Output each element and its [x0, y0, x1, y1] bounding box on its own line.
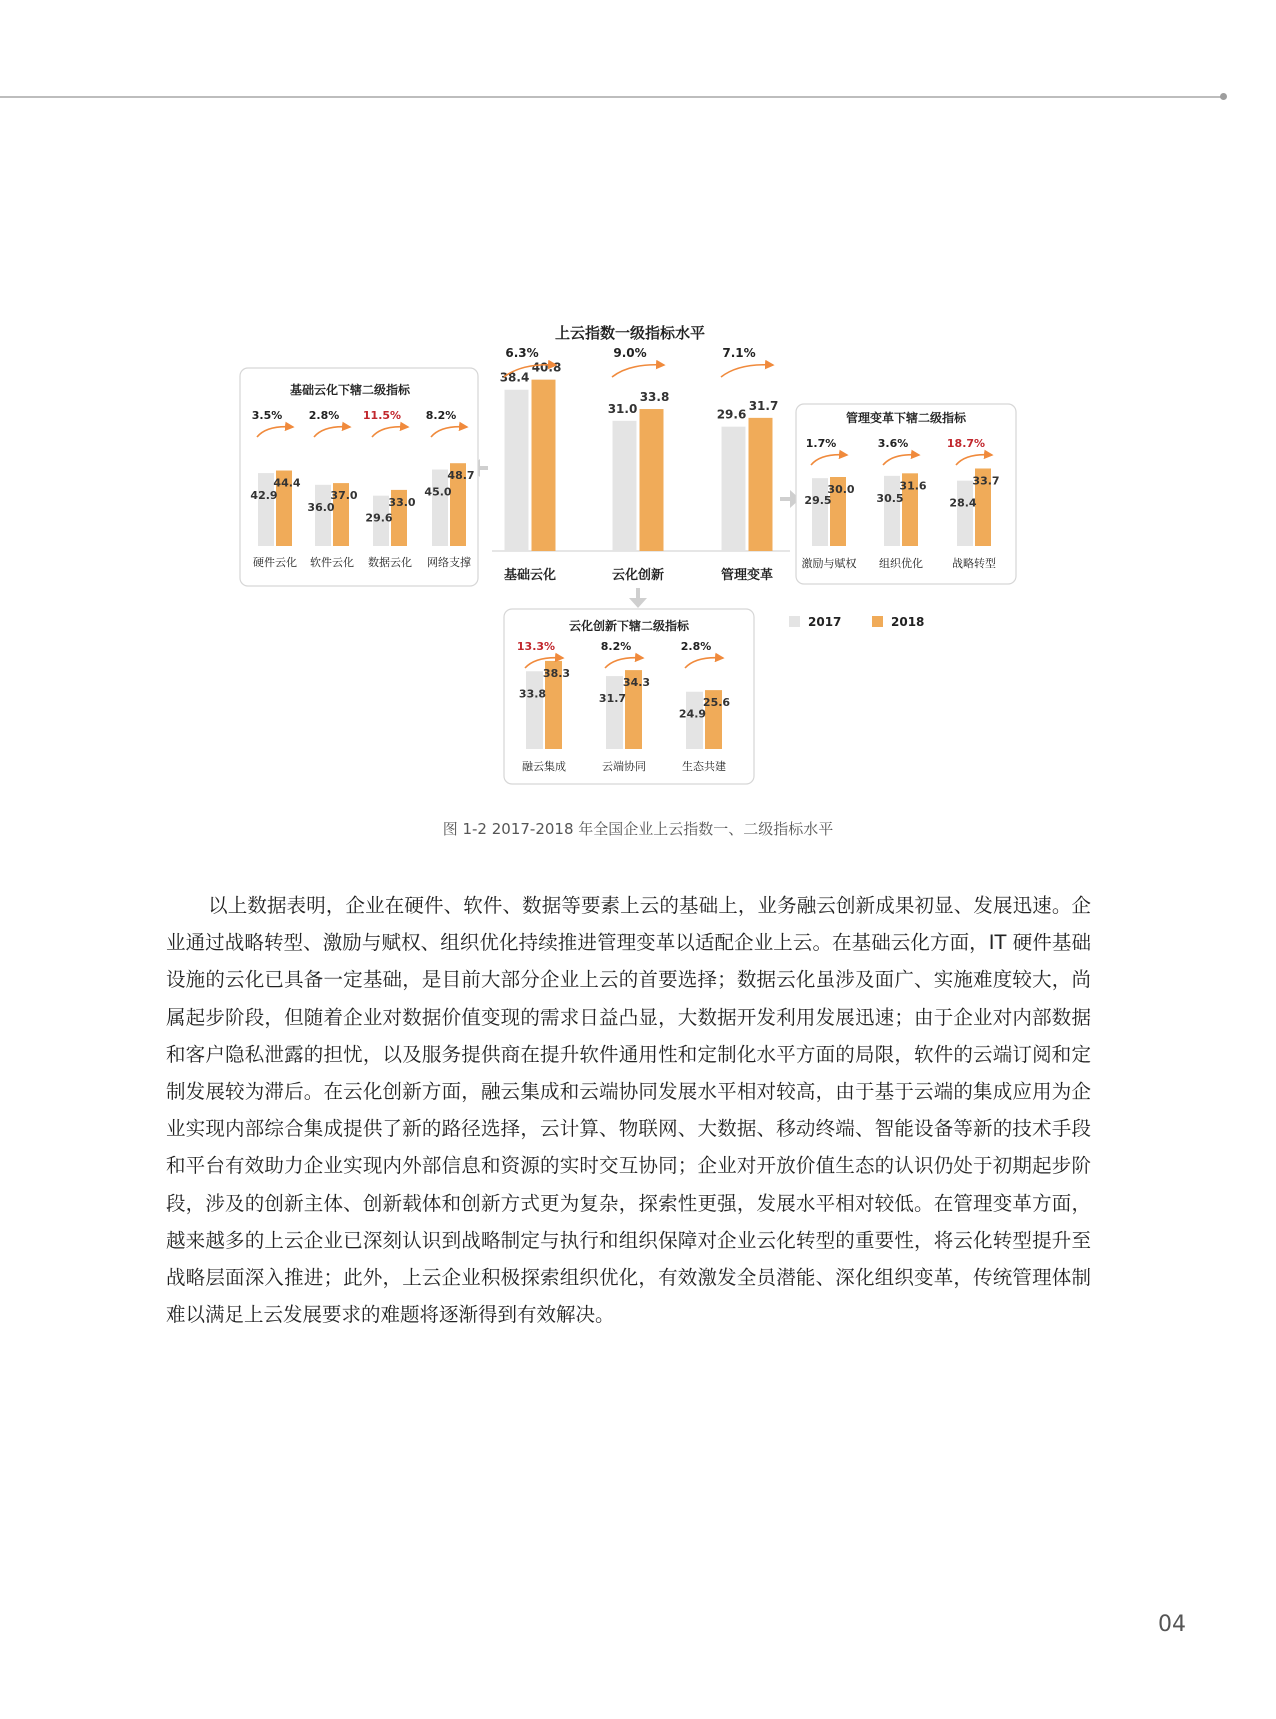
innov-category-label: 生态共建	[682, 760, 726, 773]
innov-category-label: 融云集成	[522, 760, 566, 773]
innov-growth-label: 2.8%	[680, 640, 712, 653]
basic-value-label-2017: 36.0	[307, 500, 335, 514]
basic-growth-label: 8.2%	[425, 409, 457, 422]
manage-category-label: 激励与赋权	[801, 557, 857, 570]
basic-category-label: 软件云化	[310, 556, 354, 569]
main-bar-2017	[505, 390, 529, 551]
basic-bar-2017	[315, 485, 331, 546]
manage-value-label-2018: 33.7	[972, 474, 1000, 488]
figure-caption: 图 1-2 2017-2018 年全国企业上云指数一、二级指标水平	[442, 820, 834, 838]
main-category-label: 基础云化	[503, 568, 557, 583]
legend-label-2018: 2018	[891, 615, 925, 629]
legend-swatch-2017	[789, 616, 800, 627]
innov-bar-2017	[606, 676, 623, 749]
main-bar-2017	[613, 421, 637, 551]
connector-arrow-down	[629, 588, 647, 608]
manage-growth-label: 3.6%	[877, 437, 909, 450]
basic-category-label: 网络支撑	[427, 556, 471, 569]
manage-value-label-2017: 29.5	[804, 494, 832, 508]
manage-value-label-2017: 30.5	[876, 491, 904, 505]
body-paragraph	[166, 887, 1091, 1333]
basic-value-label-2018: 33.0	[388, 495, 416, 509]
basic-bar-2017	[432, 470, 448, 547]
basic-value-label-2018: 48.7	[447, 469, 475, 483]
chart-figure	[0, 0, 1276, 800]
main-category-label: 管理变革	[720, 568, 774, 583]
basic-category-label: 数据云化	[368, 556, 412, 569]
main-growth-label: 7.1%	[722, 346, 756, 360]
basic-chart-title: 基础云化下辖二级指标	[289, 383, 411, 397]
basic-category-label: 硬件云化	[253, 556, 297, 569]
innov-value-label-2018: 38.3	[542, 666, 571, 680]
basic-value-label-2017: 45.0	[424, 485, 452, 499]
main-growth-arrow	[721, 365, 773, 377]
legend-label-2017: 2017	[808, 615, 842, 629]
manage-category-label: 战略转型	[952, 557, 996, 570]
innov-growth-label: 13.3%	[516, 640, 556, 653]
innov-value-label-2018: 34.3	[622, 676, 651, 690]
basic-value-label-2018: 44.4	[273, 476, 301, 490]
manage-value-label-2018: 30.0	[827, 483, 855, 496]
main-value-label-2017: 38.4	[499, 370, 530, 385]
main-growth-arrow	[612, 365, 664, 377]
innov-bar-2017	[526, 671, 543, 749]
innov-value-label-2017: 33.8	[518, 687, 547, 701]
main-bar-2018	[640, 409, 664, 551]
body-text: 以上数据表明，企业在硬件、软件、数据等要素上云的基础上，业务融云创新成果初显、发展迅速。企业通过战略转型、激励与赋权、组织优化持续推进管理变革以适配企业上云。在基础云化方面，IT 硬件基础设施的云化已具备一定基础，是目前大部分企业上云的首要选择；数据云化虽涉及面广、实施难度较大，尚属起步阶段，但随着企业对数据价值变现的需求日益凸显，大数据开发利用发展迅速；由于企业对内部数据和客户隐私泄露的担忧，以及服务提供商在提升软件通用性和定制化水平方面的局限，软件的云端订阅和定制发展较为滞后。在云化创新方面，融云集成和云端协同发展水平相对较高，由于基于云端的集成应用为企业实现内部综合集成提供了新的路径选择，云计算、物联网、大数据、移动终端、智能设备等新的技术手段和平台有效助力企业实现内外部信息和资源的实时交互协同；企业对开放价值生态的认识仍处于初期起步阶段，涉及的创新主体、创新载体和创新方式更为复杂，探索性更强，发展水平相对较低。在管理变革方面，越来越多的上云企业已深刻认识到战略制定与执行和组织保障对企业云化转型的重要性，将云化转型提升至战略层面深入推进；此外，上云企业积极探索组织优化，有效激发全员潜能、深化组织变革，传统管理体制难以满足上云发展要求的难题将逐渐得到有效解决。	[166, 894, 1091, 1327]
main-category-label: 云化创新	[611, 568, 665, 583]
legend-swatch-2018	[872, 616, 883, 627]
basic-value-label-2018: 37.0	[330, 489, 358, 503]
main-value-label-2017: 29.6	[716, 407, 747, 422]
basic-growth-label: 3.5%	[251, 409, 283, 422]
manage-value-label-2018: 31.6	[899, 479, 927, 493]
innov-growth-label: 8.2%	[600, 640, 632, 653]
main-growth-label: 6.3%	[505, 346, 539, 360]
basic-growth-label: 11.5%	[362, 409, 402, 422]
basic-bar-2017	[258, 473, 274, 546]
manage-growth-label: 18.7%	[946, 437, 986, 450]
page-number: 04	[1158, 1612, 1186, 1637]
manage-chart-title: 管理变革下辖二级指标	[845, 411, 967, 425]
basic-value-label-2017: 29.6	[365, 511, 393, 525]
main-value-label-2018: 33.8	[639, 390, 670, 405]
manage-bar-2017	[957, 481, 973, 546]
manage-category-label: 组织优化	[879, 557, 923, 570]
manage-growth-label: 1.7%	[805, 437, 837, 450]
innov-value-label-2017: 24.9	[678, 707, 707, 721]
main-bar-2017	[722, 427, 746, 551]
basic-growth-label: 2.8%	[308, 409, 340, 422]
innov-category-label: 云端协同	[602, 760, 646, 773]
main-growth-label: 9.0%	[613, 346, 647, 360]
main-value-label-2018: 40.8	[531, 360, 562, 375]
innov-value-label-2017: 31.7	[598, 692, 627, 706]
innov-chart-title: 云化创新下辖二级指标	[568, 619, 690, 633]
innov-value-label-2018: 25.6	[702, 696, 731, 710]
main-bar-2018	[749, 418, 773, 551]
main-chart-title: 上云指数一级指标水平	[554, 324, 706, 342]
manage-bar-2017	[812, 478, 828, 546]
main-bar-2018	[532, 380, 556, 551]
manage-bar-2017	[884, 476, 900, 546]
basic-value-label-2017: 42.9	[250, 489, 278, 503]
main-value-label-2017: 31.0	[607, 401, 638, 416]
manage-value-label-2017: 28.4	[949, 496, 977, 510]
main-value-label-2018: 31.7	[748, 398, 779, 413]
